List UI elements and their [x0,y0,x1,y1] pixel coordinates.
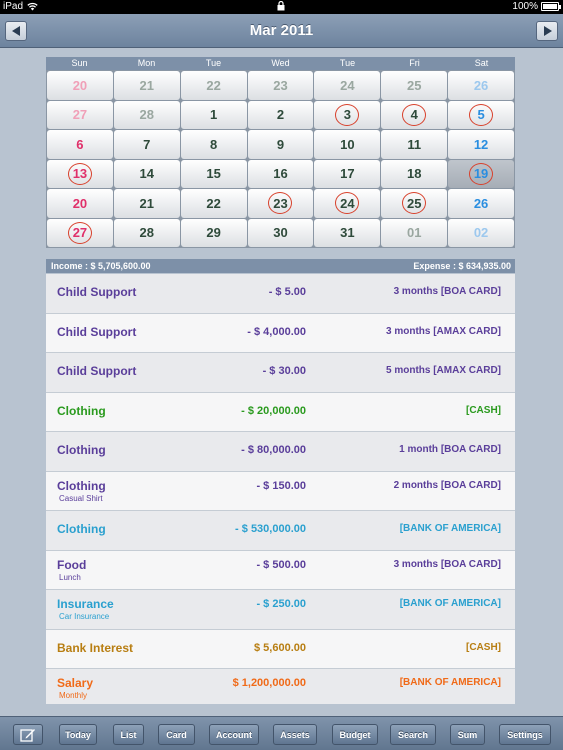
calendar-day[interactable] [314,130,380,159]
calendar-day[interactable] [381,219,447,248]
transaction-category: Child Support [57,285,137,299]
calendar-day-number: 11 [407,136,422,152]
calendar-day[interactable] [47,71,113,100]
calendar-day-number: 29 [206,225,221,241]
calendar-grid [46,70,515,248]
toolbar-budget-button[interactable]: Budget [332,724,378,745]
calendar-day-number: 26 [473,195,489,211]
calendar-day[interactable] [248,71,314,100]
transaction-row[interactable] [46,314,515,354]
calendar-day-number: 2 [276,107,285,123]
month-calendar [46,57,515,248]
calendar-day-number: 8 [210,136,218,152]
calendar-day[interactable] [448,189,514,218]
transaction-amount: - $ 530,000.00 [235,523,306,535]
calendar-day-number: 10 [340,136,355,152]
transaction-amount: $ 1,200,000.00 [232,677,306,689]
toolbar-list-button[interactable]: List [113,724,144,745]
calendar-day[interactable] [248,101,314,130]
toolbar-assets-button[interactable]: Assets [273,724,317,745]
transaction-category: Clothing [57,443,106,457]
transaction-row[interactable] [46,353,515,393]
transaction-category: Salary [57,676,94,690]
transaction-account: 3 months [BOA CARD] [393,286,501,297]
calendar-day[interactable] [114,160,180,189]
toolbar-today-button[interactable]: Today [59,724,97,745]
calendar-day-number: 18 [406,166,422,182]
calendar-day[interactable] [381,160,447,189]
calendar-day[interactable] [314,101,380,130]
transaction-category: Food [57,557,87,572]
transaction-amount: - $ 500.00 [256,558,306,571]
calendar-day[interactable] [47,130,113,159]
weekday-label: Fri [409,58,420,68]
transaction-account: [BANK OF AMERICA] [399,598,501,609]
calendar-day-number: 24 [340,77,355,93]
transaction-row[interactable] [46,472,515,512]
event-marker-circle [335,192,359,214]
transaction-amount: - $ 20,000.00 [241,404,306,417]
status-bar [0,0,563,14]
calendar-day[interactable] [181,160,247,189]
calendar-day[interactable] [314,71,380,100]
expense-total: Expense : $ 634,935.00 [413,261,511,271]
calendar-day-number: 27 [72,225,88,241]
calendar-day[interactable] [114,71,180,100]
calendar-day[interactable] [314,189,380,218]
calendar-day-number: 9 [276,136,285,152]
calendar-day[interactable] [314,160,380,189]
calendar-day[interactable] [181,71,247,100]
calendar-day[interactable] [181,189,247,218]
calendar-day-number: 26 [473,77,489,93]
weekday-label: Sun [71,58,88,68]
calendar-day[interactable] [448,219,514,248]
event-marker-circle [268,192,292,214]
toolbar-settings-button[interactable]: Settings [499,724,551,745]
calendar-day-number: 27 [72,107,88,123]
transaction-amount: - $ 4,000.00 [247,325,306,338]
toolbar-account-button[interactable]: Account [209,724,259,745]
transaction-row[interactable] [46,590,515,630]
transaction-subcategory: Car Insurance [59,612,110,621]
transaction-amount: - $ 5.00 [268,286,306,298]
calendar-day-number: 14 [139,166,154,182]
calendar-day-number: 25 [406,77,422,93]
event-marker-circle [402,192,426,214]
income-total: Income : $ 5,705,600.00 [51,261,151,271]
transaction-subcategory: Monthly [59,691,88,700]
event-marker-circle [68,163,92,185]
calendar-day-number: 15 [206,166,221,182]
event-marker-circle [335,104,359,126]
transaction-row[interactable] [46,511,515,551]
new-entry-button[interactable] [13,724,43,745]
calendar-day[interactable] [248,219,314,248]
calendar-day-number: 7 [143,136,151,152]
transaction-list[interactable] [46,274,515,704]
event-marker-circle [469,104,493,126]
transaction-amount: $ 5,600.00 [254,641,306,654]
calendar-day[interactable] [248,130,314,159]
transaction-row[interactable] [46,551,515,591]
transaction-account: 3 months [BOA CARD] [393,558,501,570]
calendar-day-number: 24 [340,195,355,211]
calendar-day[interactable] [248,160,314,189]
calendar-day[interactable] [448,160,514,189]
battery-icon [541,2,559,11]
calendar-day[interactable] [381,130,447,159]
calendar-day-number: 17 [340,166,355,182]
weekday-label: Wed [271,58,290,68]
wifi-icon [27,2,38,11]
transaction-category: Clothing [57,403,106,418]
toolbar-sum-button[interactable]: Sum [450,724,485,745]
calendar-day[interactable] [114,130,180,159]
transaction-account: 3 months [AMAX CARD] [386,325,501,337]
device-label: iPad [3,1,24,12]
transaction-account: [CASH] [466,641,501,653]
calendar-day-number: 01 [406,225,422,241]
calendar-day-number: 20 [72,195,88,211]
event-marker-circle [469,163,493,185]
calendar-day-number: 4 [410,107,418,123]
weekday-label: Sat [474,58,489,68]
calendar-day[interactable] [448,130,514,159]
calendar-day[interactable] [47,160,113,189]
calendar-day-number: 5 [477,107,485,123]
transaction-category: Insurance [57,597,114,611]
calendar-day[interactable] [381,101,447,130]
transaction-row[interactable] [46,393,515,433]
calendar-day-number: 1 [210,107,218,123]
month-title: Mar 2011 [249,22,314,39]
transaction-row[interactable] [46,274,515,314]
calendar-day-number: 21 [139,195,154,211]
transaction-account: [BANK OF AMERICA] [399,523,501,534]
calendar-day-number: 28 [139,107,154,123]
transaction-category: Bank Interest [57,640,134,655]
transaction-account: [BANK OF AMERICA] [399,677,501,688]
next-month-button[interactable] [536,21,558,41]
transaction-row[interactable] [46,432,515,472]
transaction-subcategory: Casual Shirt [59,493,103,503]
transaction-account: [CASH] [466,404,501,416]
transaction-account: 2 months [BOA CARD] [393,479,501,491]
toolbar-card-button[interactable]: Card [158,724,195,745]
transaction-account: 1 month [BOA CARD] [399,444,501,455]
calendar-day[interactable] [114,101,180,130]
weekday-header [46,57,515,70]
transaction-category: Child Support [57,364,137,378]
navigation-bar [0,14,563,48]
calendar-day[interactable] [448,71,514,100]
calendar-day-number: 23 [273,195,288,211]
calendar-day-number: 25 [406,195,422,211]
bottom-toolbar [0,716,563,750]
calendar-day[interactable] [47,189,113,218]
weekday-label: Tue [339,58,356,68]
calendar-day-number: 23 [273,77,288,93]
transaction-amount: - $ 30.00 [262,365,306,377]
calendar-day-number: 20 [72,77,88,93]
compose-icon [20,728,36,742]
calendar-day[interactable] [181,130,247,159]
lock-icon [277,1,285,11]
transaction-amount: - $ 150.00 [256,479,306,492]
calendar-day-number: 19 [473,166,489,182]
calendar-day[interactable] [47,219,113,248]
calendar-day[interactable] [181,219,247,248]
calendar-day-number: 21 [139,77,154,93]
transaction-category: Child Support [57,324,137,339]
calendar-day-number: 6 [76,136,84,152]
calendar-day[interactable] [114,219,180,248]
calendar-day[interactable] [314,219,380,248]
calendar-day[interactable] [448,101,514,130]
calendar-day-number: 13 [72,166,88,182]
calendar-day[interactable] [181,101,247,130]
calendar-day-number: 30 [273,225,288,241]
summary-bar [46,259,515,273]
calendar-day[interactable] [381,189,447,218]
calendar-day-number: 28 [139,225,154,241]
calendar-day-number: 16 [273,166,288,182]
transaction-category: Clothing [57,522,106,536]
calendar-day[interactable] [381,71,447,100]
transaction-row[interactable] [46,669,515,704]
transaction-amount: - $ 250.00 [256,598,306,610]
transaction-row[interactable] [46,630,515,670]
toolbar-search-button[interactable]: Search [390,724,436,745]
transaction-amount: - $ 80,000.00 [241,444,306,456]
calendar-day-number: 22 [206,195,221,211]
calendar-day-number: 02 [473,225,489,241]
event-marker-circle [402,104,426,126]
calendar-day[interactable] [248,189,314,218]
calendar-day-number: 31 [340,225,355,241]
transaction-account: 5 months [AMAX CARD] [386,365,501,376]
calendar-day-number: 12 [473,136,489,152]
transaction-category: Clothing [57,478,106,493]
transaction-subcategory: Lunch [59,572,81,582]
calendar-day[interactable] [47,101,113,130]
battery-percent: 100% [512,1,538,12]
weekday-label: Tue [205,58,222,68]
event-marker-circle [68,222,92,244]
calendar-day-number: 22 [206,77,221,93]
calendar-day-number: 3 [343,107,351,123]
weekday-label: Mon [137,58,156,68]
arrow-right-icon [543,26,552,36]
calendar-day[interactable] [114,189,180,218]
